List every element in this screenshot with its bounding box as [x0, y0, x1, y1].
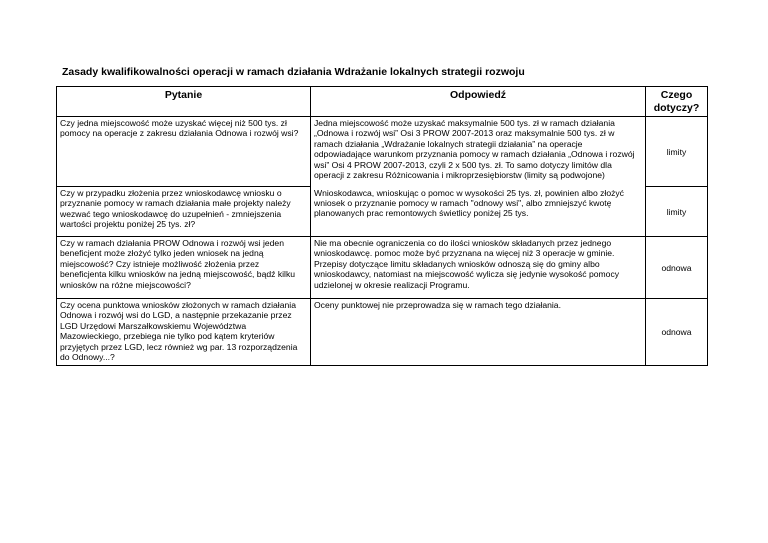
- question-cell: Czy ocena punktowa wniosków złożonych w ramach działania Odnowa i rozwój wsi do LGD, a następnie przekazanie przez LGD Urzędowi Marszałkowskiemu Województwa Mazowieckiego, przebiega nie tylko pod kątem kryteriów przyjętych przez LGD, lecz również wg par. 13 rozporządzenia do Odnowy...?: [57, 299, 311, 366]
- table-row: [57, 117, 708, 187]
- answer-cell: Jedna miejscowość może uzyskać maksymalnie 500 tys. zł w ramach działania „Odnowa i rozwój wsi” Osi 3 PROW 2007-2013 oraz maksymalnie 500 tys. zł w ramach działania „Wdrażanie lokalnych strategii działania” na operacje odpowiadające warunkom przyznania pomocy w ramach działania „Odnowa i rozwój wsi” Osi 4 PROW 2007-2013, czyli 2 x 500 tys. zł. To samo dotyczy limitów dla operacji z zakresu Różnicowania i mikroprzesiębiorstw (limity są podwojone): [311, 117, 646, 187]
- document-title: Zasady kwalifikowalności operacji w ramach działania Wdrażanie lokalnych strategii rozwoju: [62, 66, 525, 78]
- question-cell: Czy jedna miejscowość może uzyskać więcej niż 500 tys. zł pomocy na operacje z zakresu działania Odnowa i rozwój wsi?: [57, 117, 311, 187]
- answer-cell: Nie ma obecnie ograniczenia co do ilości wniosków składanych przez jednego wnioskodawcę. pomoc może być przyznana na więcej niż 3 operacje w gminie. Przepisy dotyczące limitu składanych wniosków odnoszą się do gminy albo wnioskodawcy, natomiast na miejscowość wylicza się jedynie wysokość pomocy udzielonej w okresie realizacji Programu.: [311, 237, 646, 299]
- question-cell: Czy w przypadku złożenia przez wnioskodawcę wniosku o przyznanie pomocy w ramach działania małe projekty należy wezwać tego wnioskodawcę do uzupełnień - zmniejszenia wartości projektu poniżej 25 tys. zł?: [57, 187, 311, 237]
- table-row: [57, 187, 708, 237]
- table-row: [57, 237, 708, 299]
- header-answer: Odpowiedź: [311, 87, 646, 117]
- qa-table: [56, 86, 708, 366]
- category-cell: odnowa: [646, 299, 708, 366]
- answer-cell: Oceny punktowej nie przeprowadza się w ramach tego działania.: [311, 299, 646, 366]
- category-cell: limity: [646, 117, 708, 187]
- answer-cell: Wnioskodawca, wnioskując o pomoc w wysokości 25 tys. zł, powinien albo złożyć wniosek o przyznanie pomocy w ramach "odnowy wsi", albo zmniejszyć kwotę planowanych prac remontowych świetlicy poniżej 25 tys.: [311, 187, 646, 237]
- table-row: [57, 299, 708, 366]
- category-cell: odnowa: [646, 237, 708, 299]
- question-cell: Czy w ramach działania PROW Odnowa i rozwój wsi jeden beneficjent może złożyć tylko jeden wniosek na jedną miejscowość? Czy istnieje możliwość złożenia przez beneficjenta kilku wniosków na jedną miejscowość, bądź kilku wniosków na różne miejscowości?: [57, 237, 311, 299]
- header-category: Czego dotyczy?: [646, 87, 708, 117]
- header-row: [57, 87, 708, 117]
- category-cell: limity: [646, 187, 708, 237]
- header-question: Pytanie: [57, 87, 311, 117]
